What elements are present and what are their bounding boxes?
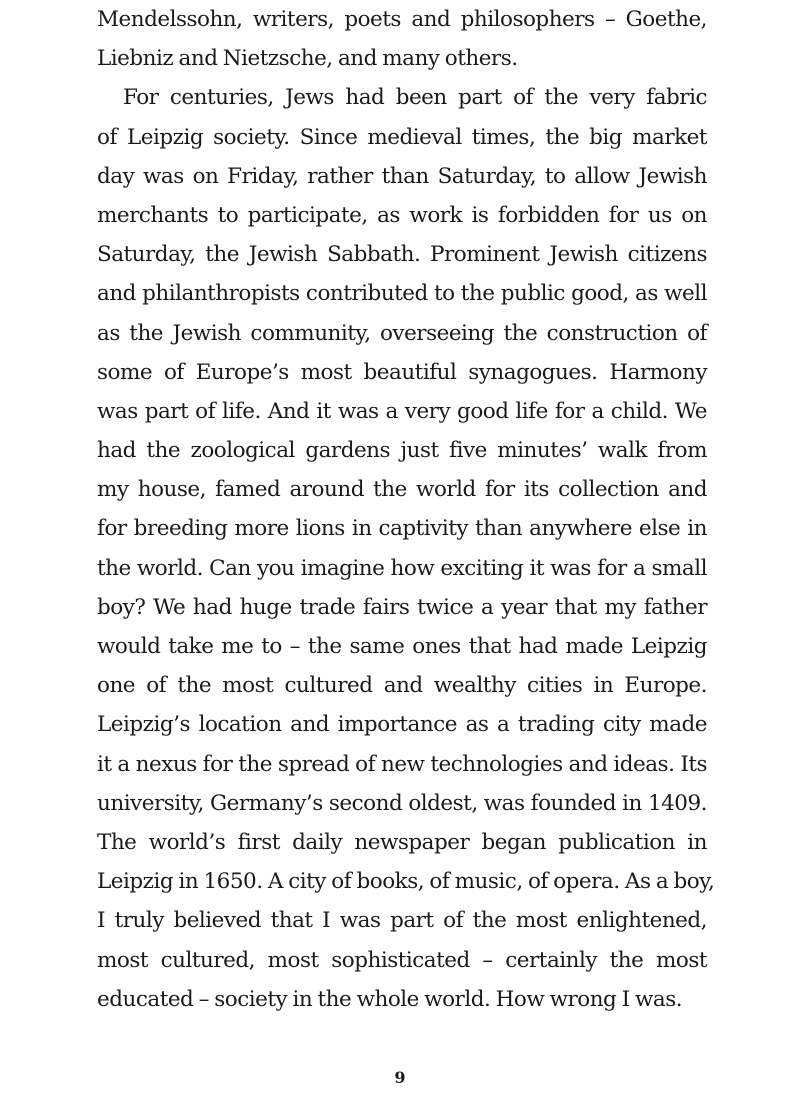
text-line: I truly believed that I was part of the most enlightened, [97, 908, 707, 934]
text-line: some of Europe’s most beautiful synagogues. Harmony [97, 359, 707, 385]
text-line: day was on Friday, rather than Saturday, to allow Jewish [97, 163, 707, 189]
text-line: it a nexus for the spread of new technologies and ideas. Its [97, 751, 707, 777]
text-line: merchants to participate, as work is forbidden for us on [97, 202, 707, 228]
text-line: Saturday, the Jewish Sabbath. Prominent Jewish citizens [97, 242, 707, 268]
text-line: the world. Can you imagine how exciting it was for a small [97, 555, 707, 581]
text-line: of Leipzig society. Since medieval times, the big market [97, 124, 707, 150]
text-line: educated – society in the whole world. How wrong I was. [97, 986, 683, 1012]
text-line: Leipzig’s location and importance as a trading city made [97, 712, 707, 738]
text-line: had the zoological gardens just five minutes’ walk from [97, 438, 707, 464]
text-line: boy? We had huge trade fairs twice a year that my father [97, 594, 707, 620]
text-line: and philanthropists contributed to the public good, as well [97, 281, 707, 307]
text-line: Leipzig in 1650. A city of books, of music, of opera. As a boy, [97, 869, 715, 895]
text-line: would take me to – the same ones that had made Leipzig [97, 634, 707, 659]
body-text [97, 0, 715, 1019]
text-line: as the Jewish community, overseeing the construction of [97, 320, 707, 346]
page-number: 9 [394, 1068, 406, 1087]
text-line: university, Germany’s second oldest, was founded in 1409. [97, 790, 707, 816]
text-line: was part of life. And it was a very good life for a child. We [97, 398, 707, 424]
text-line: most cultured, most sophisticated – certainly the most [97, 947, 707, 973]
text-line: my house, famed around the world for its collection and [97, 477, 707, 503]
text-line: Liebniz and Nietzsche, and many others. [97, 46, 518, 72]
text-line: one of the most cultured and wealthy cities in Europe. [97, 673, 707, 699]
text-line: The world’s first daily newspaper began publication in [97, 829, 707, 855]
text-line: for breeding more lions in captivity than anywhere else in [97, 516, 707, 542]
text-line: Mendelssohn, writers, poets and philosophers – Goethe, [97, 7, 707, 32]
text-line: For centuries, Jews had been part of the very fabric [123, 85, 707, 111]
